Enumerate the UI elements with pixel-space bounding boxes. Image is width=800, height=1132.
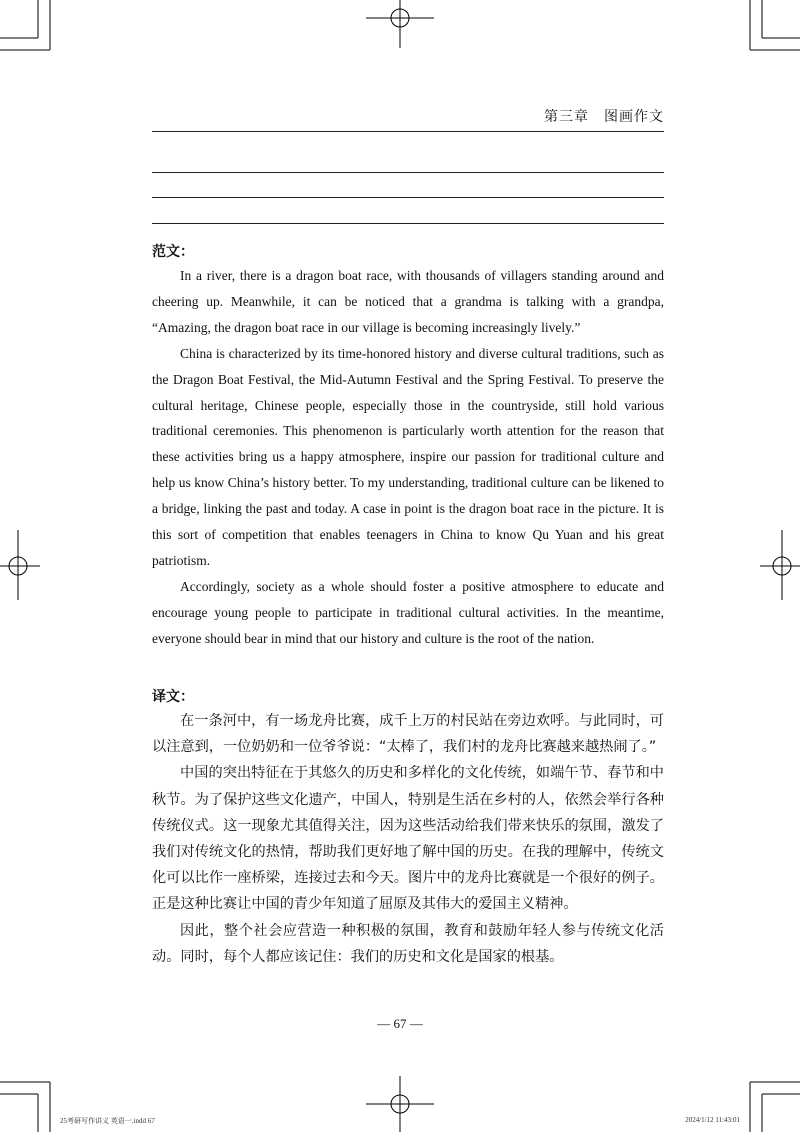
essay-paragraph: In a river, there is a dragon boat race, with thousands of villagers standing around and cheering up. Meanwhile, it can be noticed that a grandma is talking with a grandpa, “Amazing, the dragon boat race in our village is becoming increasingly lively.”: [152, 268, 664, 335]
translation-paragraph: 在一条河中，有一场龙舟比赛，成千上万的村民站在旁边欢呼。与此同时，可以注意到，一位奶奶和一位爷爷说：“太棒了，我们村的龙舟比赛越来越热闹了。”: [152, 713, 664, 756]
translation-body: [152, 708, 664, 970]
translation-paragraph: 因此，整个社会应营造一种积极的氛围，教育和鼓励年轻人参与传统文化活动。同时，每个人都应该记住：我们的历史和文化是国家的根基。: [152, 922, 664, 965]
header-rule: [152, 131, 664, 132]
model-essay-label: 范文：: [152, 244, 194, 260]
translation-paragraph: 中国的突出特征在于其悠久的历史和多样化的文化传统，如端午节、春节和中秋节。为了保护这些文化遗产，中国人，特别是生活在乡村的人，依然会举行各种传统仪式。这一现象尤其值得关注，因为这些活动给我们带来快乐的氛围，激发了我们对传统文化的热情，帮助我们更好地了解中国的历史。在我的理解中，传统文化可以比作一座桥梁，连接过去和今天。图片中的龙舟比赛就是一个很好的例子。正是这种比赛让中国的青少年知道了屈原及其伟大的爱国主义精神。: [152, 765, 664, 913]
writing-line: [152, 172, 664, 173]
model-essay-body: [152, 263, 664, 652]
chapter-title: 第三章 图画作文: [544, 109, 664, 125]
essay-paragraph: China is characterized by its time-honored history and diverse cultural traditions, such as the Dragon Boat Festival, the Mid-Autumn Festival and the Spring Festival. To preserve the cultural heritage, Chinese people, especially those in the countryside, still hold various traditional ceremonies. This phenomenon is particularly worth attention for the reason that these activities bring us a happy atmosphere, inspire our passion for traditional culture and help us know China’s history better. To my understanding, traditional culture can be likened to a bridge, linking the past and today. A case in point is the dragon boat race in the picture. It is this sort of competition that enables teenagers in China to know Qu Yuan and his great patriotism.: [152, 345, 664, 568]
translation-label: 译文：: [152, 689, 194, 705]
page-number: — 67 —: [377, 1016, 423, 1031]
writing-line: [152, 223, 664, 224]
writing-line: [152, 197, 664, 198]
essay-paragraph: Accordingly, society as a whole should foster a positive atmosphere to educate and encourage young people to participate in traditional cultural activities. In the meantime, everyone should bear in mind that our history and culture is the root of the nation.: [152, 578, 664, 646]
print-slug-filename: 25考研写作讲义 英语一.indd 67: [60, 1117, 155, 1125]
print-slug-timestamp: 2024/1/12 11:43:01: [685, 1116, 740, 1124]
